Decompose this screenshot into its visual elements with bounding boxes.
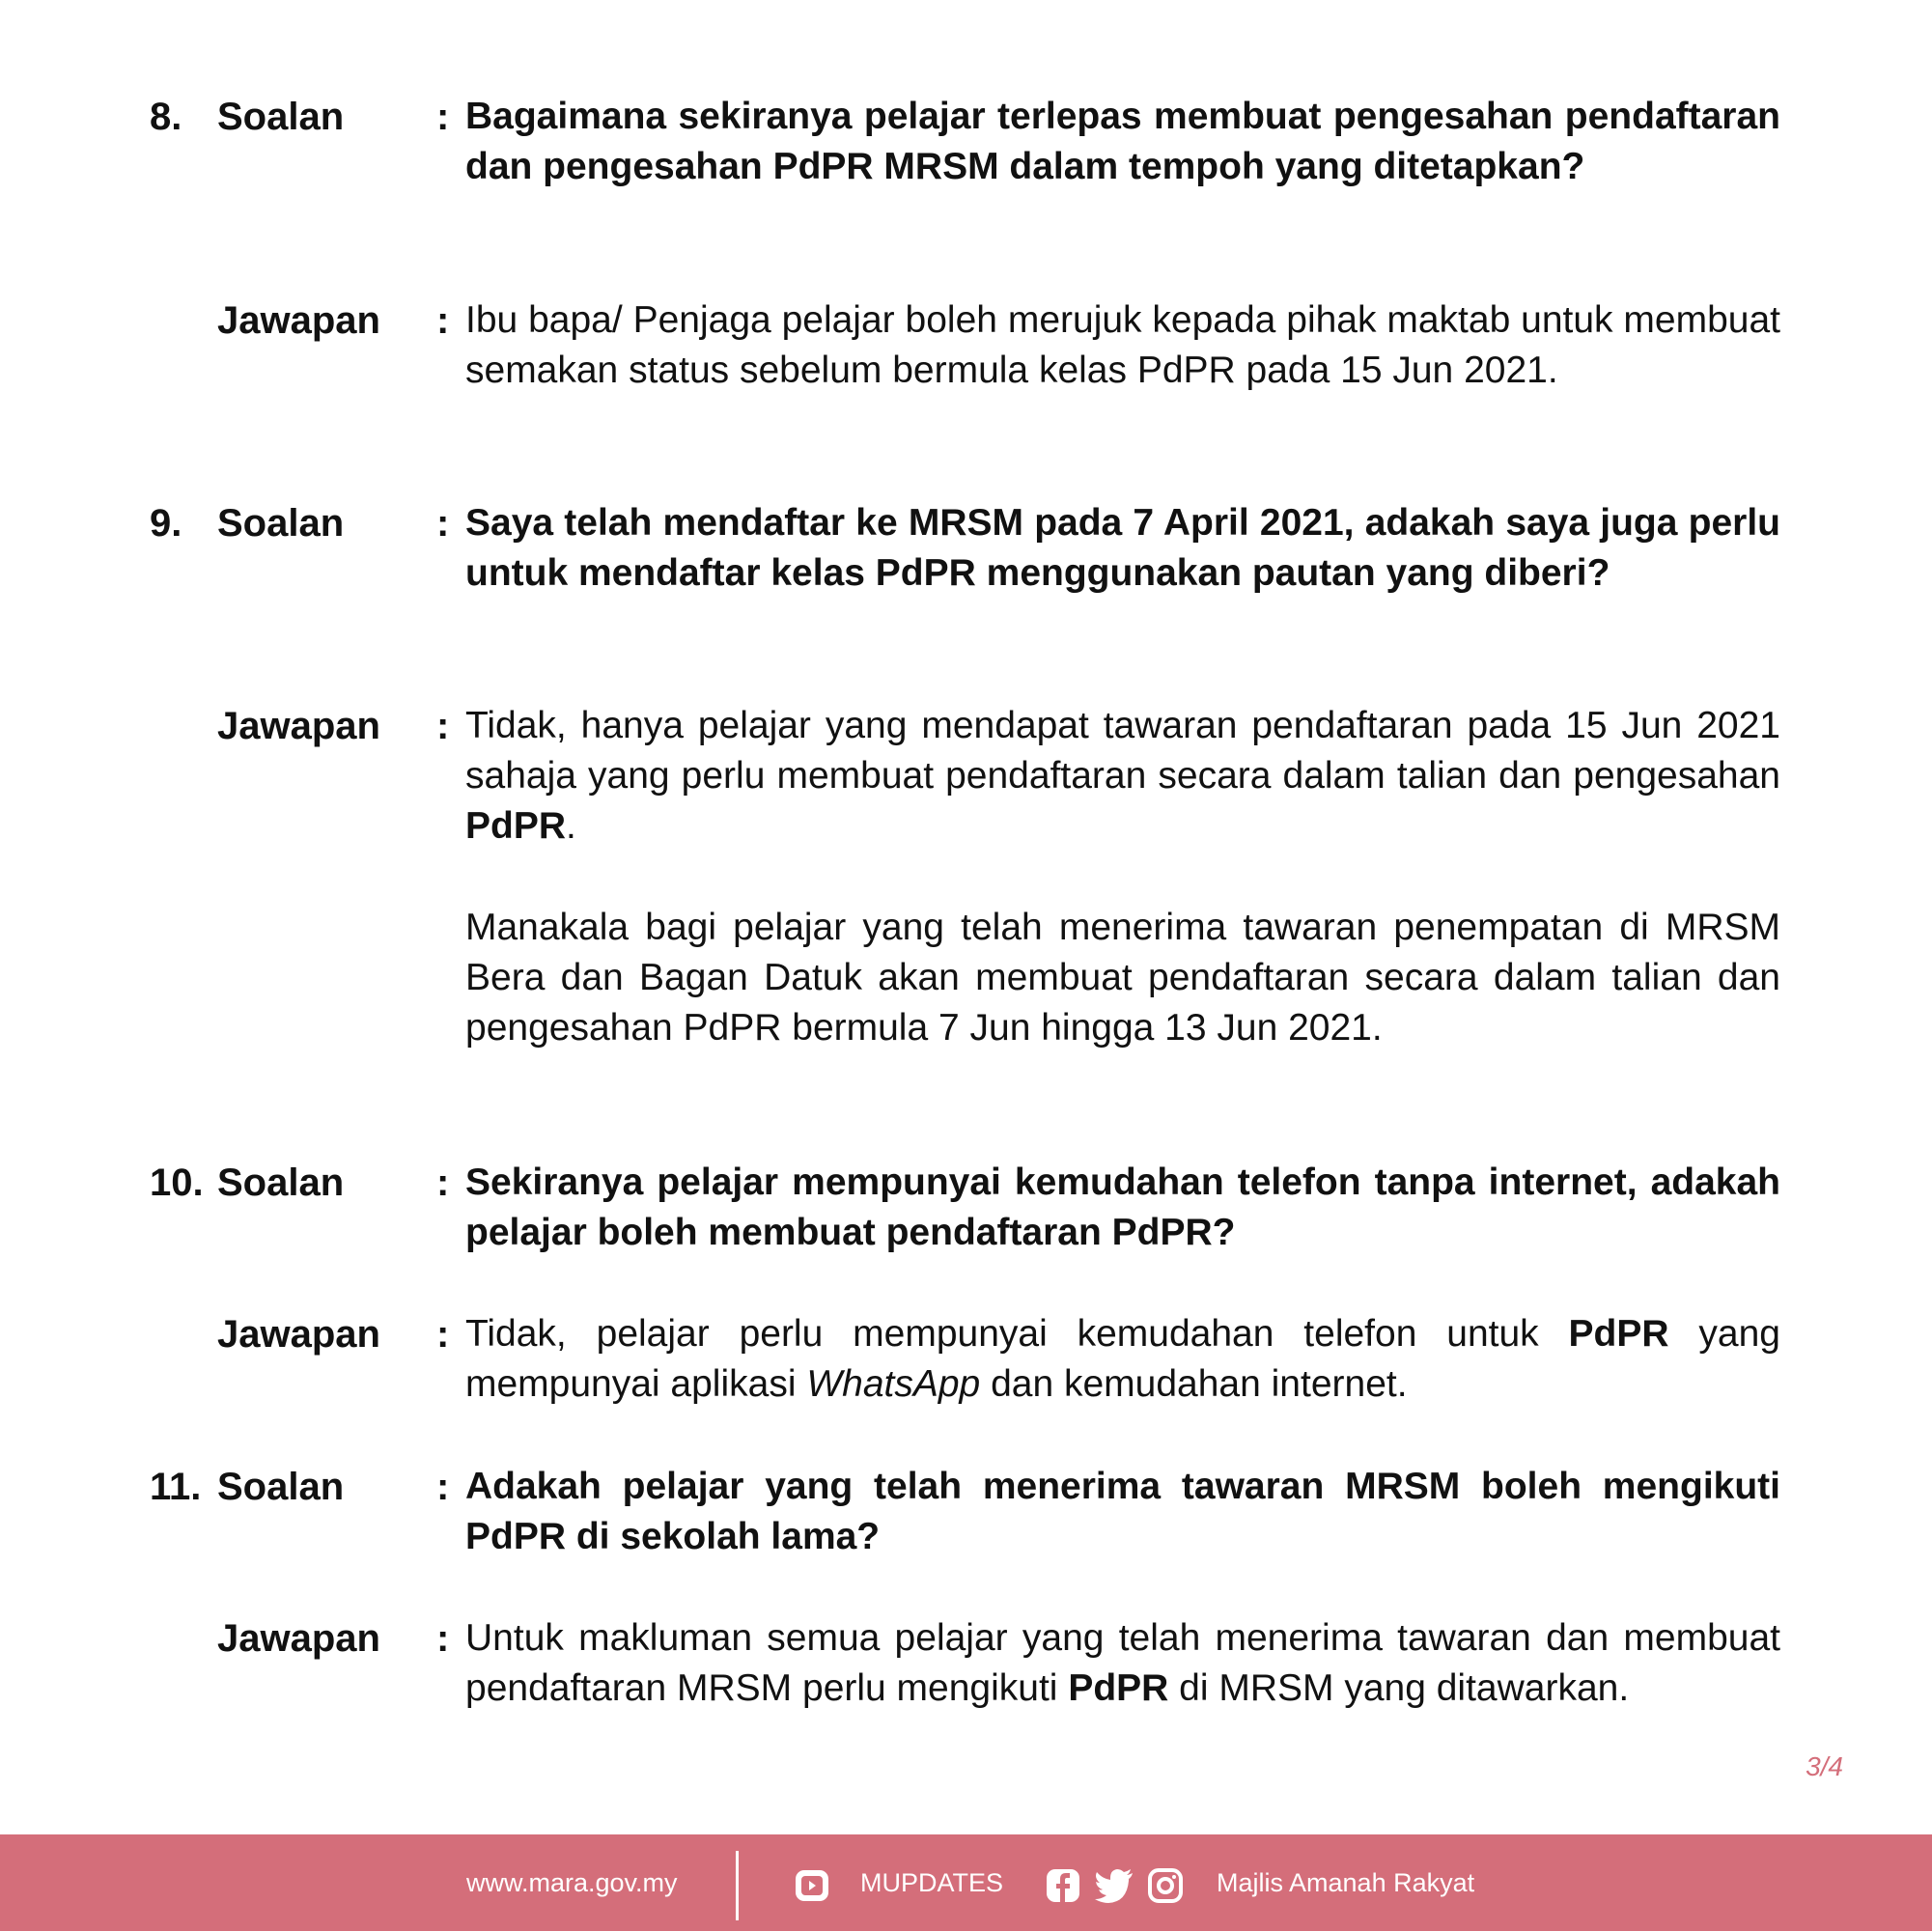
page-number: 3/4 xyxy=(1806,1751,1843,1781)
answer-bold-text: PdPR xyxy=(465,805,567,847)
question-label: Soalan xyxy=(217,1161,345,1204)
answer-bold-text: PdPR xyxy=(1068,1667,1169,1709)
colon: : xyxy=(436,1617,450,1660)
answer-text-part: . xyxy=(566,805,576,847)
question-text: Bagaimana sekiranya pelajar terlepas membuat pengesahan pendaftaran dan pengesahan PdPR MRSM dalam tempoh yang ditetapkan? xyxy=(465,96,1780,187)
answer-label: Jawapan xyxy=(217,705,380,747)
item-number: 8. xyxy=(150,96,182,138)
answer-text-part: yang mempunyai aplikasi xyxy=(465,1313,1781,1405)
colon: : xyxy=(436,299,450,342)
colon: : xyxy=(436,705,450,747)
colon: : xyxy=(436,502,450,545)
social-name[interactable]: Majlis Amanah Rakyat xyxy=(1217,1868,1475,1897)
answer-text xyxy=(465,701,1780,852)
colon: : xyxy=(436,96,450,138)
question-text: Adakah pelajar yang telah menerima tawaran MRSM boleh mengikuti PdPR di sekolah lama? xyxy=(465,1466,1780,1557)
question-label: Soalan xyxy=(217,96,345,138)
colon: : xyxy=(436,1313,450,1356)
answer-italic-text: WhatsApp xyxy=(806,1363,981,1405)
website-link[interactable]: www.mara.gov.my xyxy=(466,1868,678,1897)
item-number: 11. xyxy=(150,1466,202,1508)
colon: : xyxy=(436,1161,450,1204)
footer xyxy=(0,1834,1932,1931)
answer-bold-text: PdPR xyxy=(1568,1313,1669,1355)
answer-text-part: Tidak, pelajar perlu mempunyai kemudahan telefon untuk xyxy=(465,1313,1569,1355)
instagram-icon[interactable] xyxy=(1147,1867,1184,1904)
youtube-icon[interactable] xyxy=(794,1867,830,1904)
item-number: 9. xyxy=(150,502,182,545)
answer-label: Jawapan xyxy=(217,1313,380,1356)
answer-text xyxy=(465,1309,1780,1410)
answer-label: Jawapan xyxy=(217,1617,380,1660)
facebook-icon[interactable] xyxy=(1045,1867,1081,1904)
question-label: Soalan xyxy=(217,502,345,545)
answer-text-part: Untuk makluman semua pelajar yang telah menerima tawaran dan membuat pendaftaran MRSM perlu mengikuti xyxy=(465,1617,1780,1709)
answer-text-part: di MRSM yang ditawarkan. xyxy=(1168,1667,1630,1709)
question-text: Saya telah mendaftar ke MRSM pada 7 April 2021, adakah saya juga perlu untuk mendaftar kelas PdPR menggunakan pautan yang diberi? xyxy=(465,502,1780,594)
twitter-icon[interactable] xyxy=(1094,1867,1134,1904)
answer-paragraph-2: Manakala bagi pelajar yang telah menerima tawaran penempatan di MRSM Bera dan Bagan Datuk akan membuat pendaftaran secara dalam talian dan pengesahan PdPR bermula 7 Jun hingga 13 Jun 2021. xyxy=(465,907,1780,1049)
colon: : xyxy=(436,1466,450,1508)
youtube-channel[interactable]: MUPDATES xyxy=(860,1868,1004,1897)
answer-text: Ibu bapa/ Penjaga pelajar boleh merujuk kepada pihak maktab untuk membuat semakan status sebelum bermula kelas PdPR pada 15 Jun 2021. xyxy=(465,299,1780,391)
answer-text xyxy=(465,1613,1780,1714)
item-number: 10. xyxy=(150,1161,204,1204)
question-label: Soalan xyxy=(217,1466,345,1508)
divider xyxy=(736,1851,739,1920)
answer-text-part: dan kemudahan internet. xyxy=(980,1363,1408,1405)
question-text: Sekiranya pelajar mempunyai kemudahan telefon tanpa internet, adakah pelajar boleh membuat pendaftaran PdPR? xyxy=(465,1161,1780,1253)
answer-label: Jawapan xyxy=(217,299,380,342)
answer-text-part: Tidak, hanya pelajar yang mendapat tawaran pendaftaran pada 15 Jun 2021 sahaja yang perlu membuat pendaftaran secara dalam talian dan pengesahan xyxy=(465,705,1780,797)
